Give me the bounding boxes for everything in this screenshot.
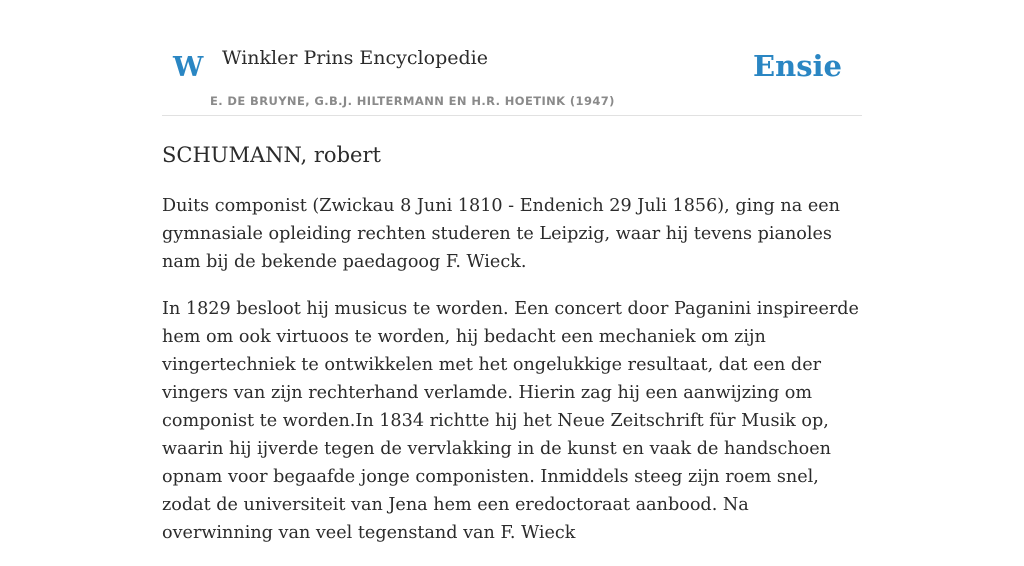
entry-paragraph-1: Duits componist (Zwickau 8 Juni 1810 - Endenich 29 Juli 1856), ging na een gymnasiale opleiding rechten studeren te Leipzig, waar hij tevens pianoles nam bij de bekende paedagoog F. Wieck. [162,196,840,272]
entry-paragraph-2: In 1829 besloot hij musicus te worden. Een concert door Paganini inspireerde hem om ook virtuoos te worden, hij bedacht een mechaniek om zijn vingertechniek te ontwikkelen met het ongelukkige resultaat, dat een der vingers van zijn rechterhand verlamde. Hierin zag hij een aanwijzing om componist te worden.In 1834 richtte hij het Neue Zeitschrift für Musik op, waarin hij ijverde tegen de vervlakking in de kunst en vaak de handschoen opnam voor begaafde jonge componisten. Inmiddels steeg zijn roem snel, zodat de universiteit van Jena hem een eredoctoraat aanbood. Na overwinning van veel tegenstand van F. Wieck [162,299,859,543]
site-authors: E. DE BRUYNE, G.B.J. HILTERMANN EN H.R. HOETINK (1947) [210,94,615,108]
site-title[interactable]: Winkler Prins Encyclopedie [222,47,488,69]
entry-content [162,139,862,566]
winkler-prins-logo[interactable]: W [173,52,204,83]
entry-title: SCHUMANN, robert [162,143,381,167]
site-header [162,0,862,116]
ensie-logo[interactable]: Ensie [753,49,842,83]
